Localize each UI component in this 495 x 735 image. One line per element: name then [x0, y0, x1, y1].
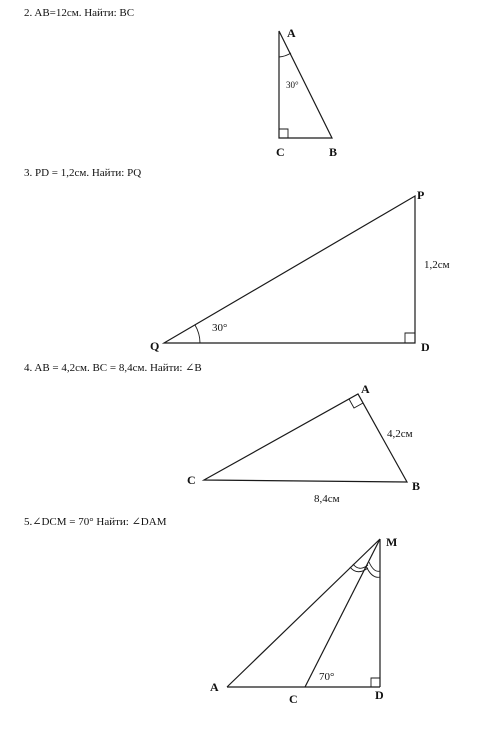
- right-angle-mark-d: [371, 678, 380, 687]
- vertex-label-c: C: [276, 145, 285, 159]
- vertex-label-a: A: [287, 26, 296, 40]
- vertex-label-p: P: [417, 188, 425, 202]
- right-angle-mark-d: [405, 333, 415, 343]
- problem-4-figure: [187, 382, 420, 505]
- vertex-label-c: C: [187, 473, 196, 487]
- angle-label-70: 70°: [319, 671, 335, 683]
- side-label-pd: 1,2см: [424, 259, 450, 271]
- vertex-label-q: Q: [150, 339, 160, 353]
- problem-3-figure: [150, 188, 450, 354]
- vertex-label-c: C: [289, 692, 298, 706]
- problem-5-figure: [210, 535, 397, 706]
- side-label-ab: 4,2см: [387, 428, 413, 440]
- segment-ma: [227, 539, 380, 687]
- angle-label-30: 30°: [212, 322, 228, 334]
- side-label-bc: 8,4см: [314, 493, 340, 505]
- vertex-label-b: B: [412, 479, 421, 493]
- vertex-label-d: D: [375, 688, 384, 702]
- angle-arc-a: [279, 53, 291, 57]
- problem-4-title: 4. AB = 4,2см. BC = 8,4см. Найти: ∠B: [24, 362, 202, 374]
- triangle-abc-4: [204, 394, 407, 482]
- vertex-label-m: M: [386, 535, 398, 549]
- problem-2-figure: [276, 26, 337, 159]
- vertex-label-d: D: [421, 340, 430, 354]
- vertex-label-b: B: [329, 145, 338, 159]
- triangle-pqd: [164, 196, 415, 343]
- problem-5-title: 5.∠DCM = 70° Найти: ∠DAM: [24, 516, 167, 528]
- segment-mc: [305, 539, 380, 687]
- problem-3-title: 3. PD = 1,2см. Найти: PQ: [24, 167, 142, 179]
- angle-arc-cmd-2: [369, 562, 380, 571]
- problem-2-title: 2. AB=12см. Найти: BC: [24, 7, 135, 19]
- angle-arc-q: [195, 325, 200, 343]
- angle-label-30: 30°: [286, 80, 299, 90]
- right-angle-mark-c: [279, 129, 288, 138]
- vertex-label-a: A: [361, 382, 370, 396]
- vertex-label-a: A: [210, 680, 219, 694]
